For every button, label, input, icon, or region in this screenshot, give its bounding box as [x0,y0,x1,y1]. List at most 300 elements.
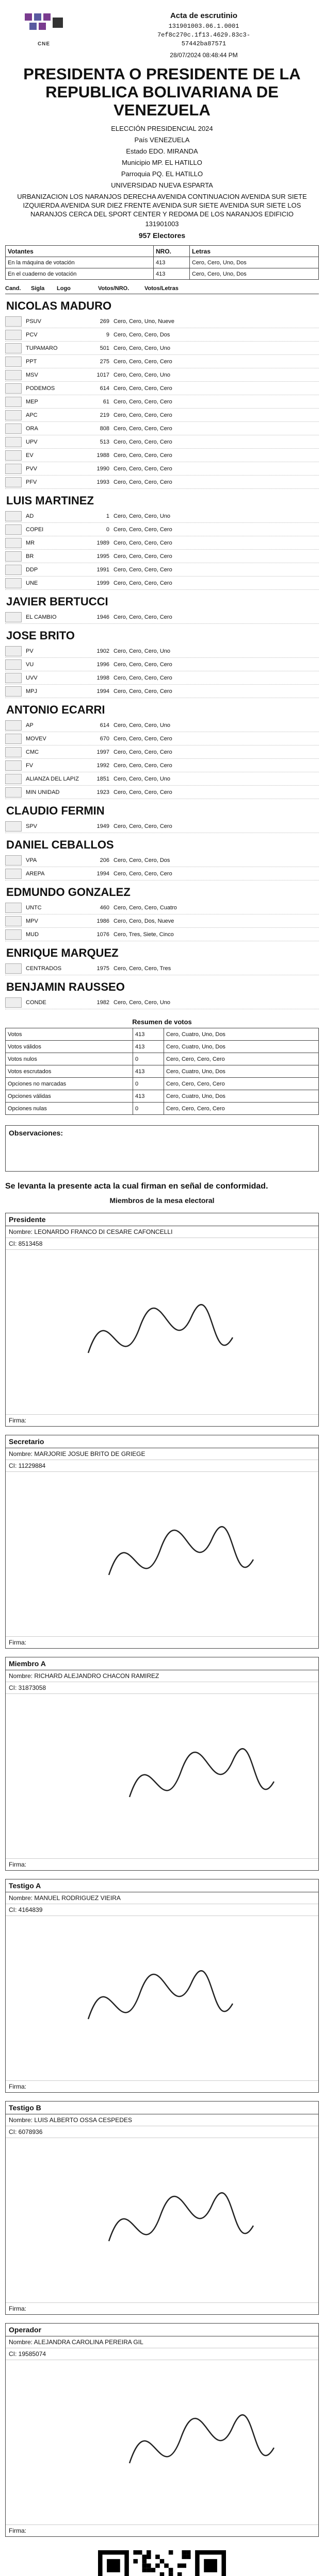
col-header: NRO. [154,246,190,257]
party-acronym: UNE [26,580,38,586]
party-votes: 513 [100,438,109,445]
cne-logo-icon [22,10,66,39]
party-votes-letters: Cero, Cero, Cero, Uno [114,345,171,351]
party-row [5,449,319,462]
party-votes-letters: Cero, Cero, Cero, Cero [114,358,172,365]
party-votes: 269 [100,318,109,325]
party-logo-icon [5,450,22,461]
party-acronym: PODEMOS [26,385,55,392]
party-row [5,962,319,975]
party-votes: 1991 [96,566,109,573]
table-cell: Votos válidos [6,1041,133,1053]
party-votes: 219 [100,412,109,418]
party-votes: 808 [100,425,109,432]
table-row [6,1078,319,1090]
member-card [5,2101,319,2315]
party-row [5,719,319,732]
party-acronym: SPV [26,823,38,829]
party-votes-letters: Cero, Cero, Cero, Uno [114,722,171,728]
table-cell: Cero, Cero, Cero, Cero [164,1078,319,1090]
table-row [6,1041,319,1053]
party-votes-letters: Cero, Cero, Cero, Cero [114,553,172,560]
party-logo-icon [5,916,22,926]
party-row [5,577,319,590]
party-acronym: AREPA [26,870,45,877]
handwritten-signature [6,2138,315,2303]
party-acronym: MIN UNIDAD [26,789,60,795]
party-votes-letters: Cero, Cero, Cero, Cero [114,566,172,573]
party-row [5,685,319,698]
candidate-name: ENRIQUE MARQUEZ [6,946,119,959]
party-row [5,342,319,355]
party-votes: 1990 [96,465,109,472]
member-name: Nombre: ALEJANDRA CAROLINA PEREIRA GIL [6,2336,318,2348]
candidate-name: BENJAMIN RAUSSEO [6,980,125,993]
closing-message: Se levanta la presente acta la cual firman en señal de conformidad. [5,1182,268,1191]
member-name: Nombre: LEONARDO FRANCO DI CESARE CAFONCELLI [6,1226,318,1238]
party-votes: 1982 [96,999,109,1006]
table-cell: Cero, Cuatro, Uno, Dos [164,1090,319,1103]
member-card [5,1657,319,1871]
party-acronym: BR [26,553,34,560]
party-logo-icon [5,397,22,407]
member-card [5,2323,319,2537]
table-cell: Opciones no marcadas [6,1078,133,1090]
member-role: Miembro A [6,1657,318,1670]
party-logo-icon [5,646,22,656]
candidate-block [5,799,319,833]
party-logo-icon [5,464,22,474]
municipality: Municipio MP. EL HATILLO [122,159,202,166]
party-acronym: VPA [26,857,37,863]
members-list [5,1213,319,2537]
signature-area [6,1250,318,1415]
party-row [5,772,319,786]
party-logo-icon [5,477,22,487]
member-name: Nombre: LUIS ALBERTO OSSA CESPEDES [6,2114,318,2126]
signature-area [6,1916,318,2081]
member-name: Nombre: RICHARD ALEJANDRO CHACON RAMIREZ [6,1670,318,1682]
party-acronym: EL CAMBIO [26,614,57,620]
party-acronym: MOVEV [26,735,46,742]
party-votes-letters: Cero, Cero, Cero, Cero [114,580,172,586]
party-row [5,422,319,435]
candidate-name: JOSE BRITO [6,629,75,642]
party-votes-letters: Cero, Cero, Cero, Cero [114,762,172,769]
member-id: CI: 6078936 [6,2126,318,2138]
party-votes-letters: Cero, Cero, Cero, Dos [114,857,170,863]
col-header: Votos/Letras [144,285,179,292]
table-cell: Cero, Cero, Cero, Cero [164,1053,319,1065]
member-role: Secretario [6,1435,318,1448]
table-row [6,1053,319,1065]
party-logo-icon [5,869,22,879]
party-row [5,658,319,671]
party-votes-letters: Cero, Cero, Cero, Cero [114,412,172,418]
party-logo-icon [5,760,22,771]
candidate-name: CLAUDIO FERMIN [6,804,105,817]
table-cell: Cero, Cuatro, Uno, Dos [164,1028,319,1041]
signature-area [6,2138,318,2303]
signature-label: Firma: [9,1861,26,1868]
party-logo-icon [5,578,22,588]
col-header: Cand. [5,285,21,292]
table-row [6,1103,319,1115]
party-row [5,745,319,759]
party-logo-icon [5,787,22,798]
signature-label: Firma: [9,1639,26,1646]
party-logo-icon [5,330,22,340]
party-votes-letters: Cero, Cero, Uno, Nueve [114,318,174,325]
table-cell: 413 [133,1041,164,1053]
party-logo-icon [5,720,22,731]
member-card [5,1879,319,2093]
party-row [5,355,319,368]
code-line: 57442ba87571 [181,40,226,47]
party-acronym: ALIANZA DEL LAPIZ [26,775,79,782]
party-row [5,435,319,449]
party-votes-letters: Cero, Cero, Cero, Cero [114,438,172,445]
signature-label: Firma: [9,1417,26,1424]
party-acronym: MEP [26,398,38,405]
party-votes-letters: Cero, Cero, Cero, Tres [114,965,171,972]
candidate-block [5,624,319,698]
table-cell: 0 [133,1078,164,1090]
party-votes: 460 [100,904,109,911]
party-logo-icon [5,734,22,744]
electors-count: 957 Electores [138,231,186,240]
party-votes: 1946 [96,614,109,620]
table-cell: Cero, Cuatro, Uno, Dos [164,1065,319,1078]
table-cell: Cero, Cero, Uno, Dos [190,268,319,280]
party-acronym: CMC [26,749,39,755]
table-row [6,257,319,268]
party-row [5,462,319,476]
candidate-block [5,590,319,624]
signature-label: Firma: [9,2305,26,2312]
party-acronym: PCV [26,331,38,338]
candidates-header [5,283,319,294]
handwritten-signature [6,1250,315,1415]
acta-title: Acta de escrutinio [170,11,238,20]
voters-table [5,245,319,280]
acta-code [89,22,319,48]
party-logo-icon [5,686,22,697]
col-header: Letras [190,246,319,257]
candidate-block [5,880,319,941]
party-logo-icon [5,659,22,670]
party-row [5,996,319,1009]
party-acronym: UNTC [26,904,42,911]
party-logo-icon [5,357,22,367]
candidate-block [5,975,319,1009]
party-votes: 1996 [96,661,109,668]
party-logo-icon [5,673,22,683]
party-acronym: MR [26,539,35,546]
qr-code-icon [98,2550,226,2576]
party-votes: 1923 [96,789,109,795]
election-info [5,123,319,241]
member-id: CI: 4164839 [6,1904,318,1916]
acta-meta [89,10,319,59]
party-row [5,476,319,489]
party-row [5,563,319,577]
col-header: Logo [57,285,71,292]
party-votes: 1993 [96,479,109,485]
election-name: ELECCIÓN PRESIDENCIAL 2024 [111,125,213,132]
party-votes: 1949 [96,823,109,829]
party-row [5,759,319,772]
party-logo-icon [5,855,22,866]
party-votes-letters: Cero, Cero, Cero, Cero [114,425,172,432]
member-id: CI: 19585074 [6,2348,318,2360]
summary-title: Resumen de votos [132,1018,192,1026]
party-votes-letters: Cero, Cero, Cero, Cero [114,789,172,795]
center-name: UNIVERSIDAD NUEVA ESPARTA [111,181,213,189]
candidate-name: DANIEL CEBALLOS [6,838,114,851]
party-row [5,368,319,382]
handwritten-signature [6,1694,315,1859]
party-logo-icon [5,551,22,562]
party-votes: 1997 [96,749,109,755]
party-acronym: COPEI [26,526,44,533]
party-votes: 1017 [96,371,109,378]
observations-label: Observaciones: [9,1129,63,1137]
party-votes-letters: Cero, Cero, Dos, Nueve [114,918,174,924]
table-cell: 0 [133,1053,164,1065]
party-acronym: PPT [26,358,37,365]
table-cell: 413 [133,1028,164,1041]
party-acronym: ORA [26,425,38,432]
member-id: CI: 8513458 [6,1238,318,1250]
table-cell: 0 [133,1103,164,1115]
party-row [5,645,319,658]
member-role: Testigo B [6,2102,318,2114]
signature-area [6,1694,318,1859]
party-logo-icon [5,423,22,434]
code-line: 7ef8c270c.1f13.4629.83c3- [157,31,251,39]
acta-datetime: 28/07/2024 08:48:44 PM [170,52,238,59]
party-acronym: CONDE [26,999,46,1006]
party-logo-icon [5,612,22,622]
party-logo-icon [5,565,22,575]
party-votes-letters: Cero, Cero, Cero, Cero [114,479,172,485]
logo-text: CNE [37,41,51,47]
party-acronym: UPV [26,438,38,445]
party-votes-letters: Cero, Cero, Cero, Cero [114,749,172,755]
party-votes-letters: Cero, Cero, Cero, Cero [114,465,172,472]
party-row [5,536,319,550]
handwritten-signature [6,1916,315,2081]
party-votes: 501 [100,345,109,351]
party-votes: 1975 [96,965,109,972]
party-votes-letters: Cero, Cero, Cero, Cero [114,398,172,405]
party-acronym: CENTRADOS [26,965,62,972]
col-header: Votantes [6,246,154,257]
party-logo-icon [5,383,22,394]
col-header: Sigla [31,285,45,292]
party-acronym: PFV [26,479,37,485]
signature-label: Firma: [9,2083,26,2090]
col-header: Votos/NRO. [98,285,129,292]
table-cell: Cero, Cero, Uno, Dos [190,257,319,268]
member-role: Operador [6,2324,318,2336]
handwritten-signature [6,1472,315,1637]
party-votes: 1851 [96,775,109,782]
party-logo-icon [5,524,22,535]
party-votes: 670 [100,735,109,742]
table-cell: Opciones válidas [6,1090,133,1103]
party-row [5,732,319,745]
party-votes: 1994 [96,688,109,694]
party-logo-icon [5,538,22,548]
candidate-block [5,833,319,880]
party-votes-letters: Cero, Cero, Cero, Cero [114,661,172,668]
candidate-name: ANTONIO ECARRI [6,703,105,716]
party-row [5,523,319,536]
party-logo-icon [5,437,22,447]
party-votes: 1999 [96,580,109,586]
acta-header [5,0,319,59]
party-votes: 1986 [96,918,109,924]
party-votes-letters: Cero, Cero, Cero, Uno [114,999,171,1006]
center-address: URBANIZACION LOS NARANJOS DERECHA AVENIDA CONTINUACION AVENIDA SUR SIETE IZQUIERDA AVENIDA SUR DIEZ FRENTE AVENIDA SUR SIETE AVENIDA SUR SIETE LOS NARANJOS CERCA DEL SPORT CENTER Y REDOMA DE LOS NARANJOS EDIFICIO [17,193,307,218]
party-votes: 0 [106,526,109,533]
party-logo-icon [5,511,22,521]
party-logo-icon [5,410,22,420]
country: País VENEZUELA [134,136,190,144]
party-votes: 614 [100,385,109,392]
party-acronym: UVV [26,674,38,681]
party-row [5,611,319,624]
member-role: Testigo A [6,1879,318,1892]
signature-label: Firma: [9,2527,26,2534]
party-votes-letters: Cero, Cero, Cero, Cero [114,674,172,681]
code-line: 131901003.06.1.0001 [168,23,239,30]
party-votes: 1 [106,513,109,519]
member-card [5,1435,319,1649]
table-cell: Votos escrutados [6,1065,133,1078]
party-row [5,409,319,422]
election-title: PRESIDENTA O PRESIDENTE DE LA REPUBLICA BOLIVARIANA DE VENEZUELA [23,65,301,119]
party-row [5,820,319,833]
party-acronym: AP [26,722,34,728]
party-acronym: EV [26,452,34,459]
qr-code [95,2547,229,2576]
party-votes-letters: Cero, Cero, Cero, Cero [114,870,172,877]
table-cell: Votos nulos [6,1053,133,1065]
party-acronym: MPJ [26,688,37,694]
party-votes-letters: Cero, Cero, Cero, Uno [114,371,171,378]
party-logo-icon [5,343,22,353]
candidates-list [5,294,319,1009]
voters-header-row [6,246,319,257]
party-acronym: PVV [26,465,38,472]
party-votes-letters: Cero, Cero, Cero, Cero [114,735,172,742]
party-votes-letters: Cero, Cero, Cero, Cero [114,526,172,533]
table-cell: 413 [133,1090,164,1103]
party-acronym: AD [26,513,34,519]
party-votes: 1989 [96,539,109,546]
party-acronym: MSV [26,371,38,378]
party-votes: 61 [103,398,109,405]
party-votes-letters: Cero, Cero, Cero, Cero [114,688,172,694]
table-cell: Opciones nulas [6,1103,133,1115]
party-row [5,867,319,880]
party-row [5,928,319,941]
party-row [5,510,319,523]
candidate-block [5,489,319,590]
table-row [6,1065,319,1078]
party-votes: 1994 [96,870,109,877]
party-acronym: PV [26,648,34,654]
party-acronym: FV [26,762,34,769]
party-votes: 206 [100,857,109,863]
party-votes: 275 [100,358,109,365]
party-logo-icon [5,821,22,832]
table-cell: 413 [133,1065,164,1078]
party-row [5,854,319,867]
party-logo-icon [5,370,22,380]
member-name: Nombre: MANUEL RODRIGUEZ VIEIRA [6,1892,318,1904]
party-votes: 614 [100,722,109,728]
party-votes-letters: Cero, Cero, Cero, Dos [114,331,170,338]
party-logo-icon [5,997,22,1008]
party-logo-icon [5,963,22,974]
party-votes-letters: Cero, Tres, Siete, Cinco [114,931,174,938]
party-votes-letters: Cero, Cero, Cero, Cuatro [114,904,177,911]
party-logo-icon [5,929,22,940]
observations-box [5,1125,319,1172]
party-row [5,382,319,395]
party-votes: 1988 [96,452,109,459]
table-cell: En el cuaderno de votación [6,268,154,280]
member-role: Presidente [6,1213,318,1226]
party-row [5,328,319,342]
party-votes-letters: Cero, Cero, Cero, Uno [114,513,171,519]
candidate-block [5,294,319,489]
table-cell: Cero, Cuatro, Uno, Dos [164,1041,319,1053]
party-votes-letters: Cero, Cero, Cero, Cero [114,452,172,459]
state: Estado EDO. MIRANDA [126,147,198,155]
center-code: 131901003 [145,220,179,228]
cne-logo [5,10,83,57]
party-row [5,315,319,328]
members-title: Miembros de la mesa electoral [109,1196,215,1205]
party-acronym: DDP [26,566,38,573]
summary-table [5,1028,319,1115]
party-row [5,901,319,914]
party-logo-icon [5,747,22,757]
party-row [5,550,319,563]
party-votes: 9 [106,331,109,338]
party-votes-letters: Cero, Cero, Cero, Cero [114,539,172,546]
member-name: Nombre: MARJORIE JOSUE BRITO DE GRIEGE [6,1448,318,1460]
party-votes: 1992 [96,762,109,769]
signature-area [6,1472,318,1637]
party-votes-letters: Cero, Cero, Cero, Uno [114,775,171,782]
table-row [6,1028,319,1041]
party-acronym: APC [26,412,38,418]
party-acronym: PSUV [26,318,41,325]
member-id: CI: 31873058 [6,1682,318,1694]
party-row [5,395,319,409]
party-row [5,671,319,685]
party-row [5,786,319,799]
candidate-block [5,698,319,799]
table-cell: Votos [6,1028,133,1041]
party-votes: 1076 [96,931,109,938]
